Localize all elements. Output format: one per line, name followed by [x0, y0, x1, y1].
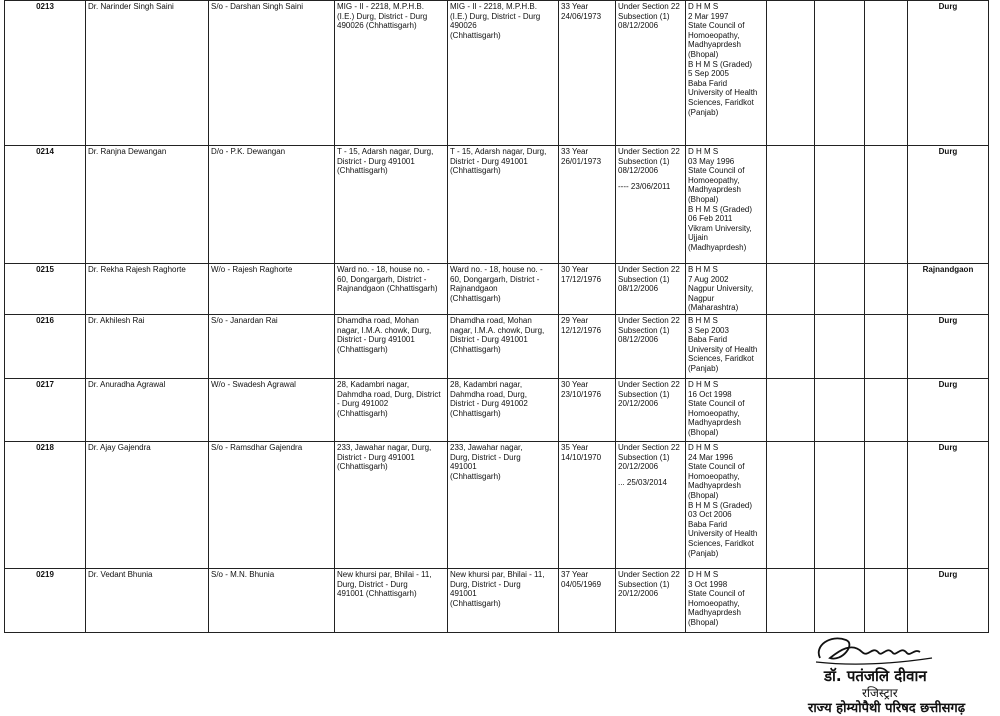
qualification — [686, 1, 767, 146]
cell-line: Baba Farid — [688, 519, 728, 529]
cell-line: 20/12/2006 — [618, 462, 659, 472]
cell-line: 29 Year — [561, 316, 589, 325]
empty-cell — [815, 569, 865, 633]
permanent-address — [335, 1, 448, 146]
cell-line: Homoeopathy, — [688, 598, 740, 608]
doctor-name: Dr. Vedant Bhunia — [86, 569, 209, 633]
cell-line: Dhamdha road, Mohan — [337, 316, 419, 325]
cell-line: Sciences, Faridkot — [688, 97, 754, 107]
district: Durg — [908, 146, 989, 264]
doctor-name: Dr. Rekha Rajesh Raghorte — [86, 264, 209, 315]
table-row — [5, 1, 989, 146]
serial-number: 0219 — [5, 569, 86, 633]
cell-line: Sciences, Faridkot — [688, 354, 754, 364]
district: Durg — [908, 1, 989, 146]
cell-line: District - Durg 491001 — [337, 335, 415, 345]
serial-number: 0216 — [5, 315, 86, 379]
cell-line: Homoeopathy, — [688, 408, 740, 418]
district: Durg — [908, 569, 989, 633]
permanent-address — [335, 569, 448, 633]
serial-number: 0215 — [5, 264, 86, 315]
cell-line: 5 Sep 2005 — [688, 69, 729, 79]
cell-line: 30 Year — [561, 265, 589, 274]
cell-line: 60, Dongargarh, District - — [450, 274, 540, 284]
age-dob — [559, 315, 616, 379]
permanent-address — [335, 442, 448, 569]
cell-line: 60, Dongargarh, District - — [337, 274, 427, 284]
cell-line: Under Section 22 — [618, 443, 680, 452]
age-dob — [559, 569, 616, 633]
cell-line: Ward no. - 18, house no. - — [337, 265, 430, 274]
cell-line: B H M S (Graded) — [688, 204, 753, 214]
empty-cell — [865, 315, 908, 379]
cell-line: Under Section 22 — [618, 380, 680, 389]
cell-line: (Chhattisgarh) — [337, 344, 388, 354]
empty-cell — [815, 264, 865, 315]
qualification — [686, 264, 767, 315]
cell-line: (Bhopal) — [688, 490, 719, 500]
cell-line: T - 15, Adarsh nagar, Durg, — [450, 147, 547, 156]
cell-line: 20/12/2006 — [618, 399, 659, 409]
qualification — [686, 315, 767, 379]
age-dob — [559, 442, 616, 569]
cell-line: Subsection (1) — [618, 452, 670, 462]
cell-line: Durg, District - Durg — [450, 579, 521, 589]
district: Rajnandgaon — [908, 264, 989, 315]
cell-line: Durg, District - Durg — [337, 579, 408, 589]
relation: S/o - Darshan Singh Saini — [209, 1, 335, 146]
cell-line: State Council of — [688, 166, 745, 176]
cell-line: D H M S — [688, 570, 719, 579]
cell-line: 08/12/2006 — [618, 284, 659, 294]
cell-line: (Chhattisgarh) — [450, 408, 501, 418]
cell-line: 17/12/1976 — [561, 274, 602, 284]
cell-line: D H M S — [688, 380, 719, 389]
renewal-date: ... 25/03/2014 — [618, 477, 667, 487]
renewal-date: ---- 23/06/2011 — [618, 181, 671, 191]
cell-line: 490026 — [450, 21, 477, 31]
doctor-name: Dr. Ajay Gajendra — [86, 442, 209, 569]
cell-line: Dahmdha road, Durg, — [450, 389, 527, 399]
registrar-title: रजिस्ट्रार — [862, 686, 898, 700]
cell-line: Under Section 22 — [618, 570, 680, 579]
cell-line: 06 Feb 2011 — [688, 214, 733, 224]
age-dob — [559, 1, 616, 146]
cell-line: Nagpur — [688, 293, 715, 303]
empty-cell — [865, 442, 908, 569]
correspondence-address — [448, 442, 559, 569]
cell-line: Baba Farid — [688, 335, 728, 345]
table-row — [5, 569, 989, 633]
doctor-name: Dr. Ranjna Dewangan — [86, 146, 209, 264]
doctor-name: Dr. Anuradha Agrawal — [86, 379, 209, 442]
registration-section — [616, 146, 686, 264]
cell-line: Durg, District - Durg — [450, 452, 521, 462]
cell-line: Under Section 22 — [618, 2, 680, 11]
registrar-name: डॉ. पतंजलि दीवान — [824, 667, 927, 685]
cell-line: (Bhopal) — [688, 49, 719, 59]
cell-line: District - Durg 491002 — [450, 399, 528, 409]
cell-line: Vikram University, — [688, 223, 752, 233]
cell-line: (Chhattisgarh) — [450, 598, 501, 608]
cell-line: 24/06/1973 — [561, 11, 602, 21]
cell-line: Subsection (1) — [618, 274, 670, 284]
cell-line: 35 Year — [561, 443, 589, 452]
empty-cell — [815, 379, 865, 442]
cell-line: T - 15, Adarsh nagar, Durg, — [337, 147, 434, 156]
empty-cell — [767, 442, 815, 569]
cell-line: (Chhattisgarh) — [337, 408, 388, 418]
cell-line: (Panjab) — [688, 107, 719, 117]
empty-cell — [815, 315, 865, 379]
cell-line: Madhyaprdesh — [688, 185, 741, 195]
cell-line: Rajnandgaon (Chhattisgarh) — [337, 284, 438, 294]
cell-line: Madhyaprdesh — [688, 418, 741, 428]
cell-line: Dahmdha road, Durg, District — [337, 389, 441, 399]
signature-scribble — [812, 632, 942, 670]
cell-line: University of Health — [688, 344, 758, 354]
cell-line: D H M S — [688, 443, 719, 452]
cell-line: Under Section 22 — [618, 316, 680, 325]
cell-line: (Chhattisgarh) — [337, 462, 388, 472]
cell-line: Rajnandgaon — [450, 284, 498, 294]
cell-line: 14/10/1970 — [561, 452, 602, 462]
cell-line: (Chhattisgarh) — [337, 166, 388, 176]
cell-line: (Chhattisgarh) — [450, 344, 501, 354]
registration-section — [616, 442, 686, 569]
cell-line: New khursi par, Bhilai - 11, — [337, 570, 432, 579]
empty-cell — [767, 315, 815, 379]
cell-line: 28, Kadambri nagar, — [450, 380, 523, 389]
registration-section — [616, 569, 686, 633]
cell-line: Subsection (1) — [618, 389, 670, 399]
registration-section — [616, 264, 686, 315]
cell-line: B H M S (Graded) — [688, 59, 753, 69]
cell-line: - Durg 491002 — [337, 399, 389, 409]
cell-line: B H M S — [688, 265, 718, 274]
cell-line: 28, Kadambri nagar, — [337, 380, 410, 389]
serial-number: 0217 — [5, 379, 86, 442]
permanent-address — [335, 379, 448, 442]
cell-line: State Council of — [688, 21, 745, 31]
cell-line: Subsection (1) — [618, 11, 670, 21]
relation: D/o - P.K. Dewangan — [209, 146, 335, 264]
registration-section — [616, 315, 686, 379]
doctor-name: Dr. Narinder Singh Saini — [86, 1, 209, 146]
empty-cell — [865, 569, 908, 633]
cell-line: Homoeopathy, — [688, 175, 740, 185]
relation: S/o - Janardan Rai — [209, 315, 335, 379]
cell-line: 233, Jawahar nagar, — [450, 443, 523, 452]
correspondence-address — [448, 1, 559, 146]
cell-line: MIG - II - 2218, M.P.H.B. — [450, 2, 537, 11]
empty-cell — [865, 146, 908, 264]
cell-line: (Bhopal) — [688, 427, 719, 437]
cell-line: Under Section 22 — [618, 265, 680, 274]
correspondence-address — [448, 264, 559, 315]
doctor-name: Dr. Akhilesh Rai — [86, 315, 209, 379]
cell-line: Subsection (1) — [618, 325, 670, 335]
permanent-address — [335, 146, 448, 264]
cell-line: 03 Oct 2006 — [688, 510, 732, 520]
cell-line: Subsection (1) — [618, 579, 670, 589]
empty-cell — [865, 1, 908, 146]
relation: W/o - Swadesh Agrawal — [209, 379, 335, 442]
empty-cell — [767, 379, 815, 442]
empty-cell — [767, 1, 815, 146]
cell-line: State Council of — [688, 462, 745, 472]
cell-line: 33 Year — [561, 147, 589, 156]
age-dob — [559, 146, 616, 264]
cell-line: District - Durg 491001 — [450, 156, 528, 166]
cell-line: Homoeopathy, — [688, 471, 740, 481]
cell-line: 37 Year — [561, 570, 589, 579]
qualification — [686, 442, 767, 569]
qualification — [686, 379, 767, 442]
relation: W/o - Rajesh Raghorte — [209, 264, 335, 315]
empty-cell — [815, 1, 865, 146]
age-dob — [559, 264, 616, 315]
cell-line: State Council of — [688, 399, 745, 409]
cell-line: (Madhyaprdesh) — [688, 242, 747, 252]
cell-line: 33 Year — [561, 2, 589, 11]
registrar-signature-block — [806, 632, 986, 716]
cell-line: (Chhattisgarh) — [450, 293, 501, 303]
cell-line: 491001 — [450, 589, 477, 599]
cell-line: Homoeopathy, — [688, 30, 740, 40]
correspondence-address — [448, 315, 559, 379]
serial-number: 0214 — [5, 146, 86, 264]
cell-line: (I.E.) Durg, District - Durg — [337, 11, 428, 21]
empty-cell — [767, 264, 815, 315]
registration-section — [616, 1, 686, 146]
cell-line: 16 Oct 1998 — [688, 389, 732, 399]
cell-line: 12/12/1976 — [561, 325, 602, 335]
cell-line: 491001 (Chhattisgarh) — [337, 589, 417, 599]
table-row — [5, 442, 989, 569]
cell-line: (Bhopal) — [688, 617, 719, 627]
permanent-address — [335, 315, 448, 379]
age-dob — [559, 379, 616, 442]
cell-line: (I.E.) Durg, District - Durg — [450, 11, 541, 21]
cell-line: Baba Farid — [688, 78, 728, 88]
cell-line: District - Durg 491001 — [337, 452, 415, 462]
cell-line: State Council of — [688, 589, 745, 599]
empty-cell — [767, 569, 815, 633]
cell-line: Madhyaprdesh — [688, 481, 741, 491]
empty-cell — [815, 146, 865, 264]
cell-line: Madhyaprdesh — [688, 608, 741, 618]
correspondence-address — [448, 569, 559, 633]
empty-cell — [815, 442, 865, 569]
cell-line: B H M S — [688, 316, 718, 325]
correspondence-address — [448, 379, 559, 442]
cell-line: 26/01/1973 — [561, 156, 602, 166]
cell-line: 04/05/1969 — [561, 579, 602, 589]
cell-line: 3 Sep 2003 — [688, 325, 729, 335]
qualification — [686, 146, 767, 264]
empty-cell — [865, 379, 908, 442]
cell-line: 233, Jawahar nagar, Durg, — [337, 443, 432, 452]
cell-line: (Panjab) — [688, 548, 719, 558]
relation: S/o - Ramsdhar Gajendra — [209, 442, 335, 569]
district: Durg — [908, 315, 989, 379]
permanent-address — [335, 264, 448, 315]
empty-cell — [767, 146, 815, 264]
cell-line: University of Health — [688, 88, 758, 98]
cell-line: Sciences, Faridkot — [688, 538, 754, 548]
cell-line: 08/12/2006 — [618, 21, 659, 31]
qualification — [686, 569, 767, 633]
cell-line: 2 Mar 1997 — [688, 11, 729, 21]
cell-line: Madhyaprdesh — [688, 40, 741, 50]
cell-line: 03 May 1996 — [688, 156, 735, 166]
cell-line: 23/10/1976 — [561, 389, 602, 399]
cell-line: (Chhattisgarh) — [450, 30, 501, 40]
cell-line: (Maharashtra) — [688, 303, 739, 313]
cell-line: (Chhattisgarh) — [450, 471, 501, 481]
registration-section — [616, 379, 686, 442]
cell-line: MIG - II - 2218, M.P.H.B. — [337, 2, 424, 11]
cell-line: 20/12/2006 — [618, 589, 659, 599]
cell-line: Ward no. - 18, house no. - — [450, 265, 543, 274]
cell-line: Dhamdha road, Mohan — [450, 316, 532, 325]
cell-line: 24 Mar 1996 — [688, 452, 733, 462]
cell-line: 7 Aug 2002 — [688, 274, 729, 284]
district: Durg — [908, 379, 989, 442]
cell-line: (Bhopal) — [688, 194, 719, 204]
council-name: राज्य होम्योपैथी परिषद छत्तीसगढ़ — [808, 701, 966, 716]
cell-line: 3 Oct 1998 — [688, 579, 728, 589]
cell-line: 490026 (Chhattisgarh) — [337, 21, 417, 31]
cell-line: 491001 — [450, 462, 477, 472]
serial-number: 0218 — [5, 442, 86, 569]
cell-line: nagar, I.M.A. chowk, Durg, — [450, 325, 545, 335]
table-row — [5, 379, 989, 442]
cell-line: District - Durg 491001 — [337, 156, 415, 166]
cell-line: B H M S (Graded) — [688, 500, 753, 510]
cell-line: D H M S — [688, 147, 719, 156]
district: Durg — [908, 442, 989, 569]
correspondence-address — [448, 146, 559, 264]
cell-line: 08/12/2006 — [618, 335, 659, 345]
cell-line: New khursi par, Bhilai - 11, — [450, 570, 545, 579]
empty-cell — [865, 264, 908, 315]
cell-line: University of Health — [688, 529, 758, 539]
cell-line: Under Section 22 — [618, 147, 680, 156]
cell-line: (Panjab) — [688, 363, 719, 373]
cell-line: District - Durg 491001 — [450, 335, 528, 345]
register-table — [4, 0, 989, 633]
cell-line: Subsection (1) — [618, 156, 670, 166]
table-row — [5, 315, 989, 379]
serial-number: 0213 — [5, 1, 86, 146]
cell-line: 30 Year — [561, 380, 589, 389]
cell-line: (Chhattisgarh) — [450, 166, 501, 176]
table-row — [5, 146, 989, 264]
relation: S/o - M.N. Bhunia — [209, 569, 335, 633]
cell-line: D H M S — [688, 2, 719, 11]
cell-line: Ujjain — [688, 233, 709, 243]
cell-line: Nagpur University, — [688, 284, 754, 294]
cell-line: nagar, I.M.A. chowk, Durg, — [337, 325, 432, 335]
table-row — [5, 264, 989, 315]
cell-line: 08/12/2006 — [618, 166, 659, 176]
